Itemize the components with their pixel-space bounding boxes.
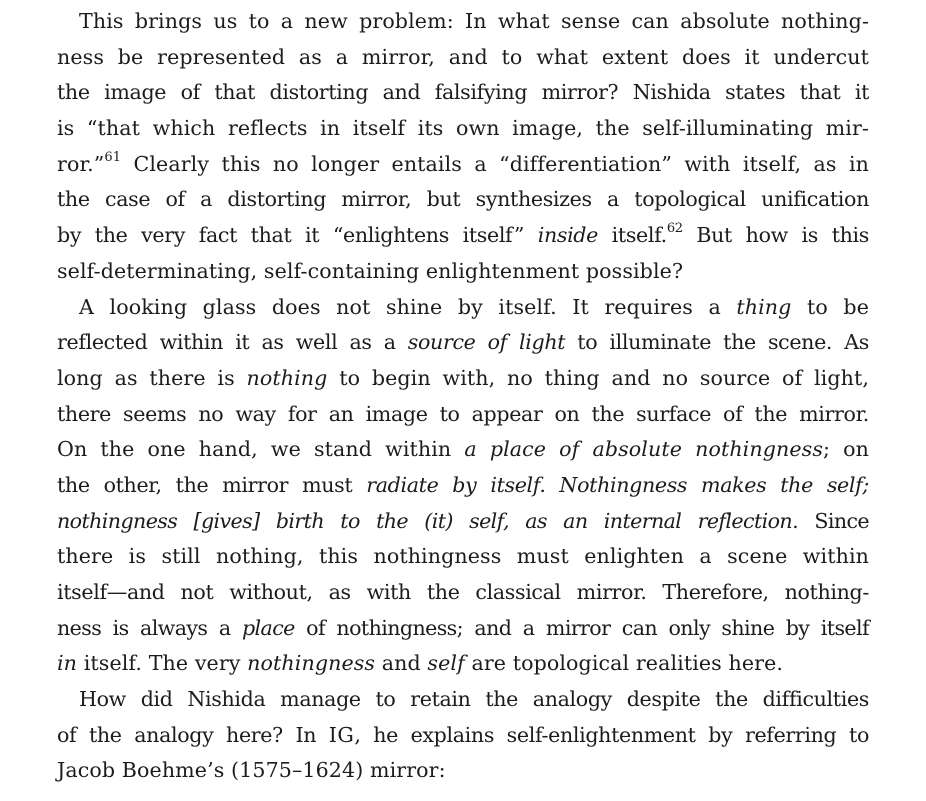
emphasis-inside: inside	[537, 223, 598, 248]
text-line: How did Nishida manage to retain the analogy despite the difficulties	[79, 687, 869, 712]
emphasis-radiate-by-itself: radiate by itself. Nothingness makes the self;	[366, 472, 869, 497]
paragraph-1	[57, 4, 869, 290]
abbreviation-ig: IG	[328, 722, 355, 747]
text-line: nothingness [gives] birth to the (it) self, as an internal reflection. Since	[57, 508, 870, 533]
emphasis-source-of-light: source of light	[407, 330, 566, 355]
paragraph-3	[57, 682, 869, 789]
text-line: reflected within it as well as a source of light to illuminate the scene. As	[57, 330, 869, 355]
text-line: Jacob Boehme’s (1575–1624) mirror:	[57, 758, 446, 783]
document-page	[57, 4, 869, 789]
text-line: there seems no way for an image to appear on the surface of the mirror.	[57, 401, 869, 426]
text-line: long as there is nothing to begin with, no thing and no source of light,	[57, 365, 869, 390]
emphasis-self: self	[427, 651, 465, 676]
emphasis-place: place	[241, 615, 295, 640]
emphasis-place-of-absolute-nothingness: a place of absolute nothingness	[464, 437, 824, 462]
text-line: of the analogy here? In IG, he explains self-enlightenment by referring to	[57, 722, 869, 747]
text-line: On the one hand, we stand within a place of absolute nothingness; on	[57, 437, 869, 462]
text-line: there is still nothing, this nothingness must enlighten a scene within	[57, 544, 869, 569]
text-line: self-determinating, self-containing enlightenment possible?	[57, 258, 684, 283]
text-line: itself—and not without, as with the classical mirror. Therefore, nothing-	[57, 580, 869, 604]
text-line: the image of that distorting and falsifying mirror? Nishida states that it	[57, 80, 869, 105]
text-line: by the very fact that it “enlightens itself” inside itself.$^{62}$ But how is this	[57, 221, 869, 248]
text-line: the case of a distorting mirror, but synthesizes a topological unification	[57, 187, 869, 212]
text-line: ror.”$^{61}$ Clearly this no longer entails a “differentiation” with itself, as in	[57, 149, 869, 176]
text-line: This brings us to a new problem: In what sense can absolute nothing-	[79, 9, 869, 33]
footnote-ref-61[interactable]: 61	[104, 149, 122, 165]
emphasis-thing: thing	[736, 294, 792, 319]
text-line: is “that which reflects in itself its own image, the self-illuminating mir-	[57, 116, 869, 141]
emphasis-nothing: nothing	[246, 365, 328, 390]
text-line: ness be represented as a mirror, and to what extent does it undercut	[57, 44, 869, 69]
text-line: ness is always a place of nothingness; and a mirror can only shine by itself	[57, 615, 870, 640]
emphasis-in: in	[57, 651, 78, 676]
footnote-ref-62[interactable]: 62	[666, 221, 683, 237]
text-line: the other, the mirror must radiate by itself. Nothingness makes the self;	[57, 472, 869, 497]
emphasis-internal-reflection: nothingness [gives] birth to the (it) self, as an internal reflection	[57, 508, 793, 533]
emphasis-nothingness: nothingness	[247, 651, 376, 676]
text-line: in itself. The very nothingness and self are topological realities here.	[57, 651, 784, 676]
text-line: A looking glass does not shine by itself. It requires a thing to be	[79, 294, 869, 319]
paragraph-2	[57, 290, 869, 683]
